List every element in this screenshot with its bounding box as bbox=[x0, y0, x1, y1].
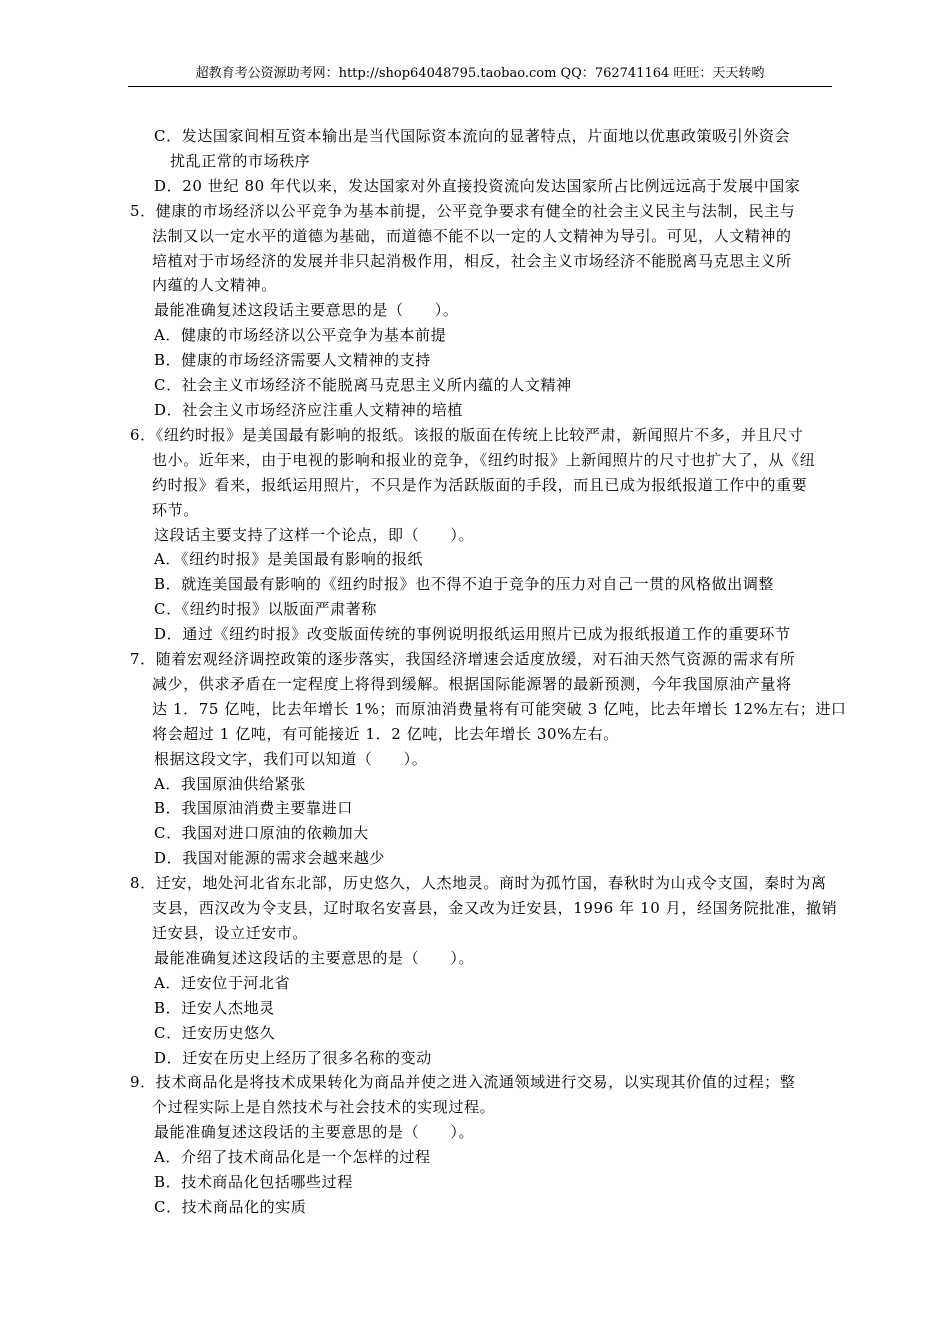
option-a: A．介绍了技术商品化是一个怎样的过程 bbox=[154, 1148, 431, 1167]
option-c: C．我国对进口原油的依赖加大 bbox=[154, 824, 369, 843]
option-b: B．就连美国最有影响的《纽约时报》也不得不迫于竞争的压力对自己一贯的风格做出调整 bbox=[154, 575, 775, 594]
option-b: B．技术商品化包括哪些过程 bbox=[154, 1173, 353, 1192]
option-a: A．迁安位于河北省 bbox=[154, 973, 291, 992]
question-text-line: 内蕴的人文精神。 bbox=[152, 276, 277, 295]
question-7 bbox=[130, 647, 847, 871]
question-prompt: 这段话主要支持了这样一个论点，即（ ）。 bbox=[154, 525, 475, 544]
prev-question-options bbox=[130, 124, 834, 199]
question-text-line: 环节。 bbox=[152, 500, 199, 519]
question-5 bbox=[130, 199, 834, 423]
option-c: C．《纽约时报》以版面严肃著称 bbox=[154, 600, 377, 619]
question-prompt: 最能准确复述这段话的主要意思的是（ ）。 bbox=[154, 948, 475, 967]
option-a: A．《纽约时报》是美国最有影响的报纸 bbox=[154, 550, 424, 569]
question-text-line: 约时报》看来，报纸运用照片，不只是作为活跃版面的手段，而且已成为报纸报道工作中的重要 bbox=[152, 475, 808, 494]
question-text-line: 5．健康的市场经济以公平竞争为基本前提，公平竞争要求有健全的社会主义民主与法制，民主与 bbox=[130, 201, 796, 220]
option-b: B．迁安人杰地灵 bbox=[154, 998, 275, 1017]
option-b: B．健康的市场经济需要人文精神的支持 bbox=[154, 351, 431, 370]
question-8 bbox=[130, 871, 838, 1070]
option-c: C．迁安历史悠久 bbox=[154, 1023, 276, 1042]
question-6 bbox=[130, 423, 834, 647]
question-text-line: 迁安县，设立迁安市。 bbox=[152, 924, 309, 942]
header-text: 超教育考公资源助考网：http://shop64048795.taobao.com QQ：762741164 旺旺：天天转哟 bbox=[195, 66, 765, 81]
option-d: D．社会主义市场经济应注重人文精神的培植 bbox=[154, 400, 464, 419]
option-line: C．发达国家间相互资本输出是当代国际资本流向的显著特点，片面地以优惠政策吸引外资会 bbox=[154, 127, 791, 145]
page-header bbox=[128, 64, 832, 87]
option-a: A．健康的市场经济以公平竞争为基本前提 bbox=[154, 326, 447, 345]
question-text-line: 6．《纽约时报》是美国最有影响的报纸。该报的版面在传统上比较严肃，新闻照片不多，并且尺寸 bbox=[130, 425, 804, 444]
question-text-line: 法制又以一定水平的道德为基础，而道德不能不以一定的人文精神为导引。可见，人文精神的 bbox=[152, 226, 792, 245]
question-text-line: 达 1．75 亿吨，比去年增长 1%；而原油消费量将有可能突破 3 亿吨，比去年增长 12%左右；进口 bbox=[152, 699, 847, 718]
document-body bbox=[130, 124, 847, 1220]
option-a: A．我国原油供给紧张 bbox=[154, 774, 306, 793]
question-text-line: 8．迁安，地处河北省东北部，历史悠久，人杰地灵。商时为孤竹国，春秋时为山戎令支国，秦时为离 bbox=[130, 874, 827, 893]
question-text-line: 7．随着宏观经济调控政策的逐步落实，我国经济增速会适度放缓，对石油天然气资源的需求有所 bbox=[130, 650, 796, 669]
option-line: 扰乱正常的市场秩序 bbox=[170, 151, 311, 170]
question-prompt: 根据这段文字，我们可以知道（ ）。 bbox=[154, 749, 428, 768]
question-text-line: 9．技术商品化是将技术成果转化为商品并使之进入流通领域进行交易，以实现其价值的过程；整 bbox=[130, 1073, 796, 1092]
option-d: D．迁安在历史上经历了很多名称的变动 bbox=[154, 1048, 432, 1067]
question-text-line: 将会超过 1 亿吨，有可能接近 1．2 亿吨，比去年增长 30%左右。 bbox=[152, 724, 619, 743]
option-d: D．通过《纽约时报》改变版面传统的事例说明报纸运用照片已成为报纸报道工作的重要环节 bbox=[154, 625, 791, 644]
question-text-line: 减少，供求矛盾在一定程度上将得到缓解。根据国际能源署的最新预测，今年我国原油产量将 bbox=[152, 674, 792, 693]
question-prompt: 最能准确复述这段话的主要意思的是（ ）。 bbox=[154, 1123, 475, 1142]
option-line: D．20 世纪 80 年代以来，发达国家对外直接投资流向发达国家所占比例远远高于发展中国家 bbox=[154, 176, 801, 195]
question-text-line: 也小。近年来，由于电视的影响和报业的竞争，《纽约时报》上新闻照片的尺寸也扩大了，从《纽 bbox=[152, 450, 816, 469]
question-text-line: 支县，西汉改为令支县，辽时取名安喜县，金又改为迁安县，1996 年 10 月，经国务院批准，撤销 bbox=[152, 899, 838, 918]
option-c: C．社会主义市场经济不能脱离马克思主义所内蕴的人文精神 bbox=[154, 376, 572, 395]
question-prompt: 最能准确复述这段话主要意思的是（ ）。 bbox=[154, 301, 459, 320]
option-b: B．我国原油消费主要靠进口 bbox=[154, 799, 353, 818]
question-text-line: 培植对于市场经济的发展并非只起消极作用，相反，社会主义市场经济不能脱离马克思主义所 bbox=[152, 251, 792, 270]
question-text-line: 个过程实际上是自然技术与社会技术的实现过程。 bbox=[152, 1098, 496, 1117]
option-c: C．技术商品化的实质 bbox=[154, 1197, 307, 1216]
option-d: D．我国对能源的需求会越来越少 bbox=[154, 849, 386, 868]
question-9 bbox=[130, 1070, 834, 1219]
